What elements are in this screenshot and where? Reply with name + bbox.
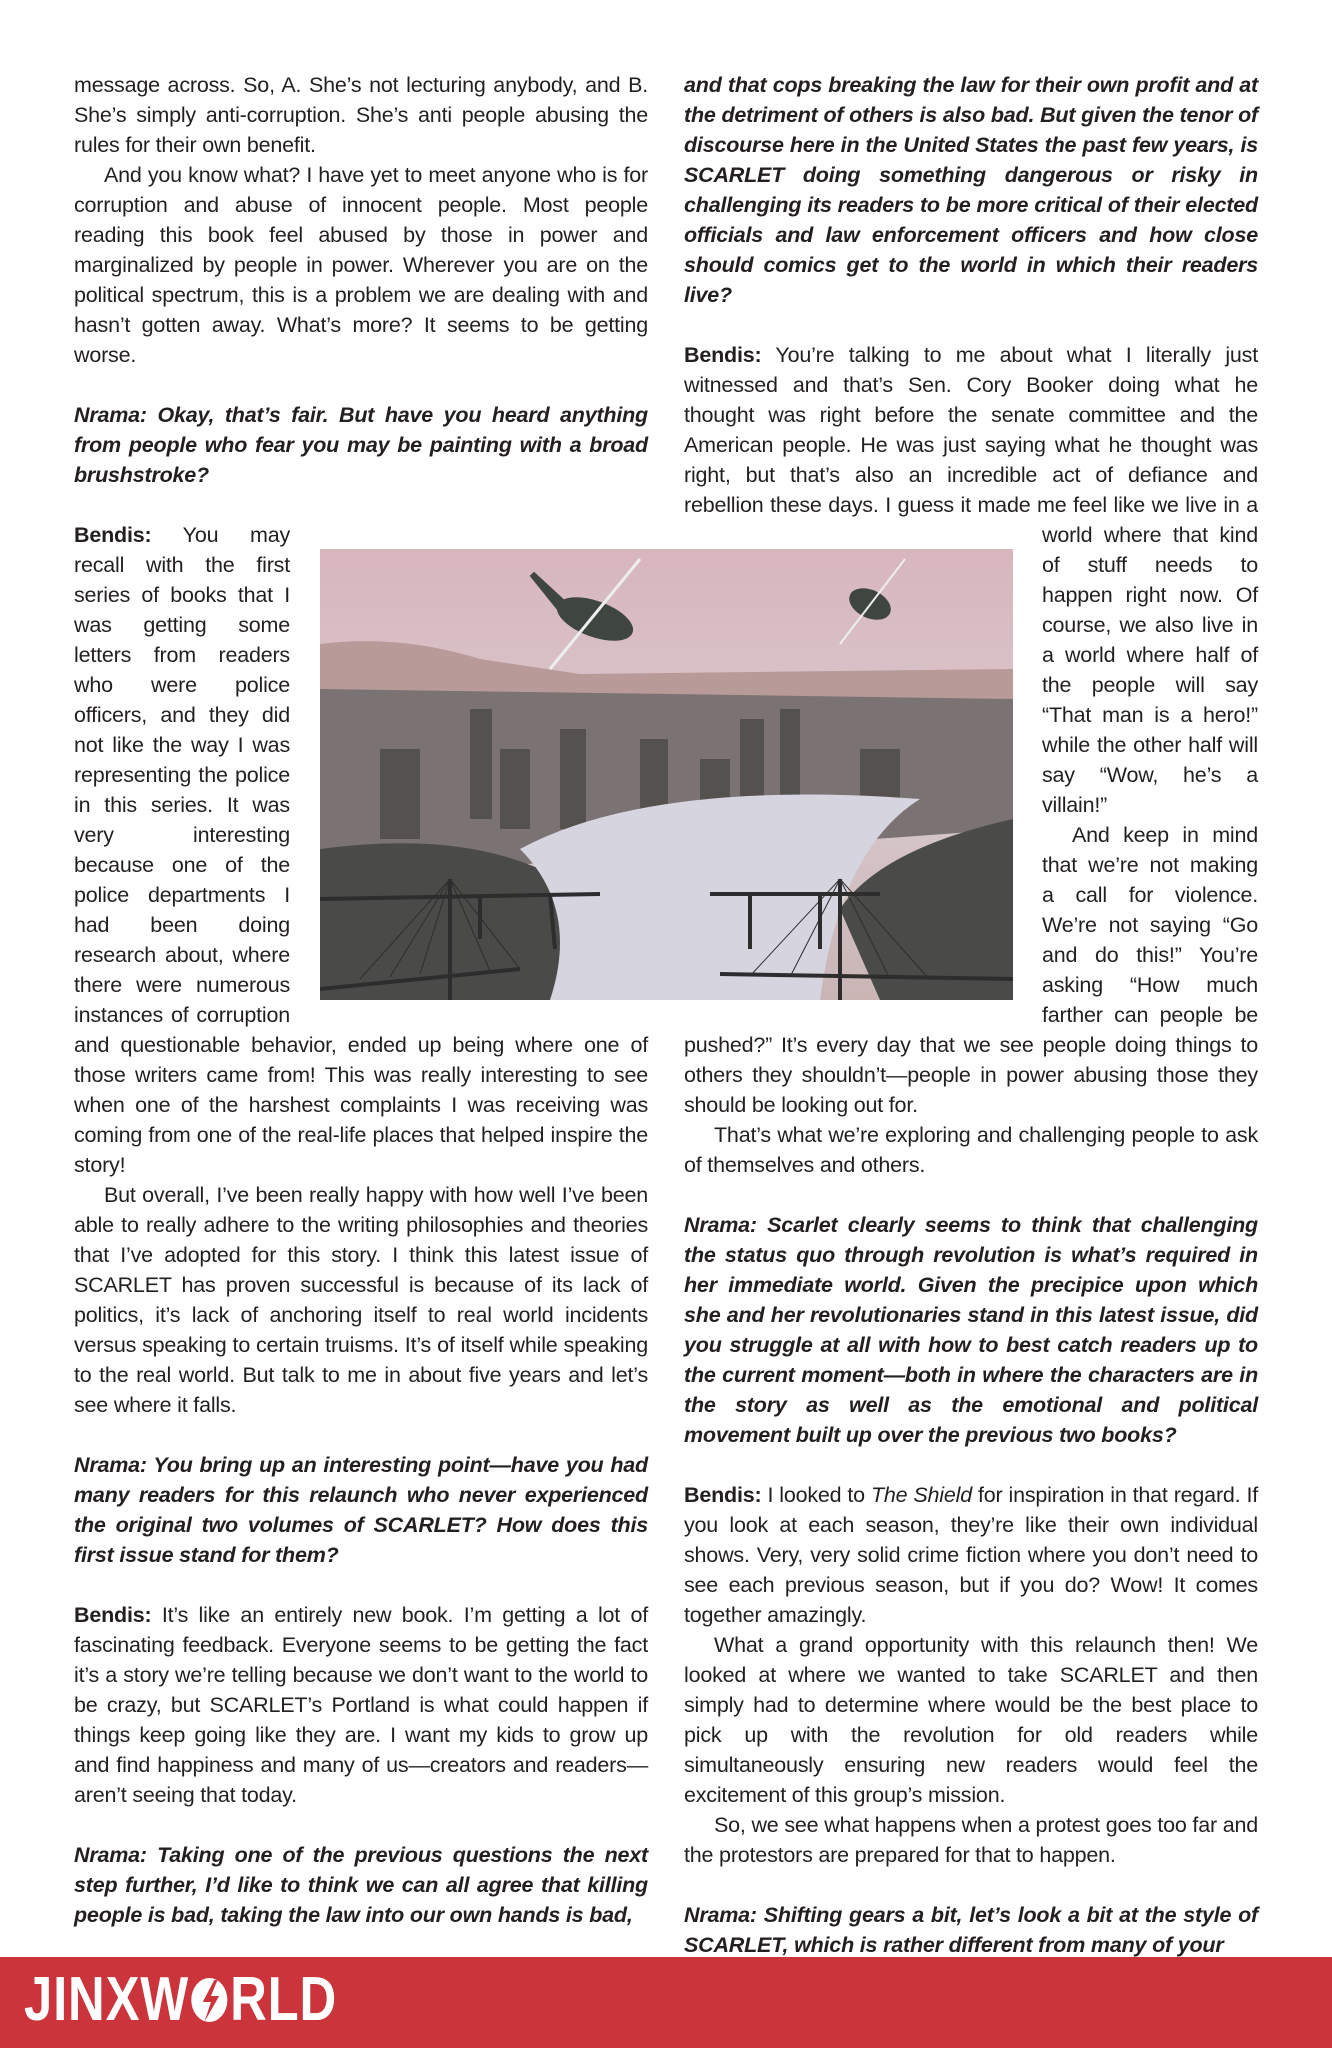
logo-text: JINXW	[24, 1965, 190, 2034]
logo-text: RLD	[230, 1965, 338, 2034]
interview-question: Nrama: You bring up an interesting point—have you had many readers for this relaunch who never experienced the original two volumes of SCARLET? How does this first issue stand for them?	[74, 1453, 648, 1567]
paragraph: And you know what? I have yet to meet anyone who is for corruption and abuse of innocent people. Most people reading this book feel abused by those in power and marginalized by people in power. Wherever you are on the political spectrum, this is a problem we are dealing with and hasn’t gotten away. What’s more? It seems to be getting worse.	[74, 163, 648, 367]
right-column	[684, 70, 1258, 1960]
left-column	[74, 70, 648, 1930]
lightning-o-icon	[190, 1976, 229, 2024]
interview-question: Nrama: Shifting gears a bit, let’s look a bit at the style of SCARLET, which is rather different from many of your	[684, 1903, 1258, 1957]
speaker-label: Bendis:	[684, 1483, 762, 1507]
paragraph: But overall, I’ve been really happy with how well I’ve been able to really adhere to the writing philosophies and theories that I’ve adopted for this story. I think this latest issue of SCARLET has proven successful is because of its lack of politics, it’s lack of anchoring itself to real world incidents versus speaking to certain truisms. It’s of itself while speaking to the real world. But talk to me in about five years and let’s see where it falls.	[74, 1183, 648, 1417]
answer-text: You’re talking to me about what I literally just witnessed and that’s Sen. Cory Booker doing what he thought was right before the senate committee and the American people. He was just saying what he thought was right, but that’s also an incredible act of defiance and rebellion these days. I guess it made me feel like we live in a world where that kind of stuff needs to happen right now. Of course, we also live in a world where half of the people will say “That man is a hero!” while the other half will say “Wow, he’s a villain!”	[684, 343, 1258, 817]
answer-text: You may recall with the first series of books that I was getting some letters from readers who were police officers, and they did not like the way I was representing the police in this series. It was very interesting because one of the police departments I had been doing research about, where there were numerous instances of corruption and questionable behavior, ended up being where one of those writers came from! This was really interesting to see when one of the harshest complaints I was receiving was coming from one of the real-life places that helped inspire the story!	[74, 523, 648, 1177]
paragraph: That’s what we’re exploring and challenging people to ask of themselves and others.	[684, 1123, 1258, 1177]
comic-panel-illustration	[320, 549, 1013, 1000]
jinxworld-logo	[24, 1965, 338, 2034]
answer-text: for inspiration in that regard. If you look at each season, they’re like their own individual shows. Very, very solid crime fiction where you don’t need to see each previous season, but if you do? Wow! It comes together amazingly.	[684, 1483, 1258, 1627]
paragraph: What a grand opportunity with this relaunch then! We looked at where we wanted to take SCARLET and then simply had to determine where would be the best place to pick up with the revolution for old readers while simultaneously ensuring new readers would feel the excitement of this group’s mission.	[684, 1633, 1258, 1807]
answer-text: I looked to	[761, 1483, 871, 1507]
interview-question: and that cops breaking the law for their own profit and at the detriment of others is also bad. But given the tenor of discourse here in the United States the past few years, is SCARLET doing something dangerous or risky in challenging its readers to be more critical of their elected officials and law enforcement officers and how close should comics get to the world in which their readers live?	[684, 73, 1258, 307]
speaker-label: Bendis:	[684, 343, 762, 367]
interview-question: Nrama: Taking one of the previous questions the next step further, I’d like to think we can all agree that killing people is bad, taking the law into our own hands is bad,	[74, 1843, 648, 1927]
speaker-label: Bendis:	[74, 1603, 152, 1627]
speaker-label: Bendis:	[74, 523, 152, 547]
paragraph: So, we see what happens when a protest goes too far and the protestors are prepared for that to happen.	[684, 1813, 1258, 1867]
city-helicopter-art	[320, 549, 1013, 1000]
answer-text: It’s like an entirely new book. I’m getting a lot of fascinating feedback. Everyone seems to be getting the fact it’s a story we’re telling because we don’t want to the world to be crazy, but SCARLET’s Portland is what could happen if things keep going like they are. I want my kids to grow up and find happiness and many of us—creators and readers—aren’t seeing that today.	[74, 1603, 648, 1807]
interview-answer	[74, 1600, 648, 1810]
interview-answer	[684, 1480, 1258, 1630]
show-title: The Shield	[870, 1483, 972, 1507]
paragraph: And keep in mind that we’re not making a call for violence. We’re not saying “Go and do this!” You’re asking “How much farther can people be pushed?” It’s every day that we see people doing things to others they shouldn’t—people in power abusing those they should be looking out for.	[684, 823, 1258, 1117]
footer-band	[0, 1957, 1332, 2048]
interview-question: Nrama: Scarlet clearly seems to think that challenging the status quo through revolution is what’s required in her immediate world. Given the precipice upon which she and her revolutionaries stand in this latest issue, did you struggle at all with how to best catch readers up to the current moment—both in where the characters are in the story as well as the emotional and political movement built up over the previous two books?	[684, 1213, 1258, 1447]
paragraph: message across. So, A. She’s not lecturing anybody, and B. She’s simply anti-corruption. She’s anti people abusing the rules for their own benefit.	[74, 73, 648, 157]
interview-question: Nrama: Okay, that’s fair. But have you heard anything from people who fear you may be painting with a broad brushstroke?	[74, 403, 648, 487]
